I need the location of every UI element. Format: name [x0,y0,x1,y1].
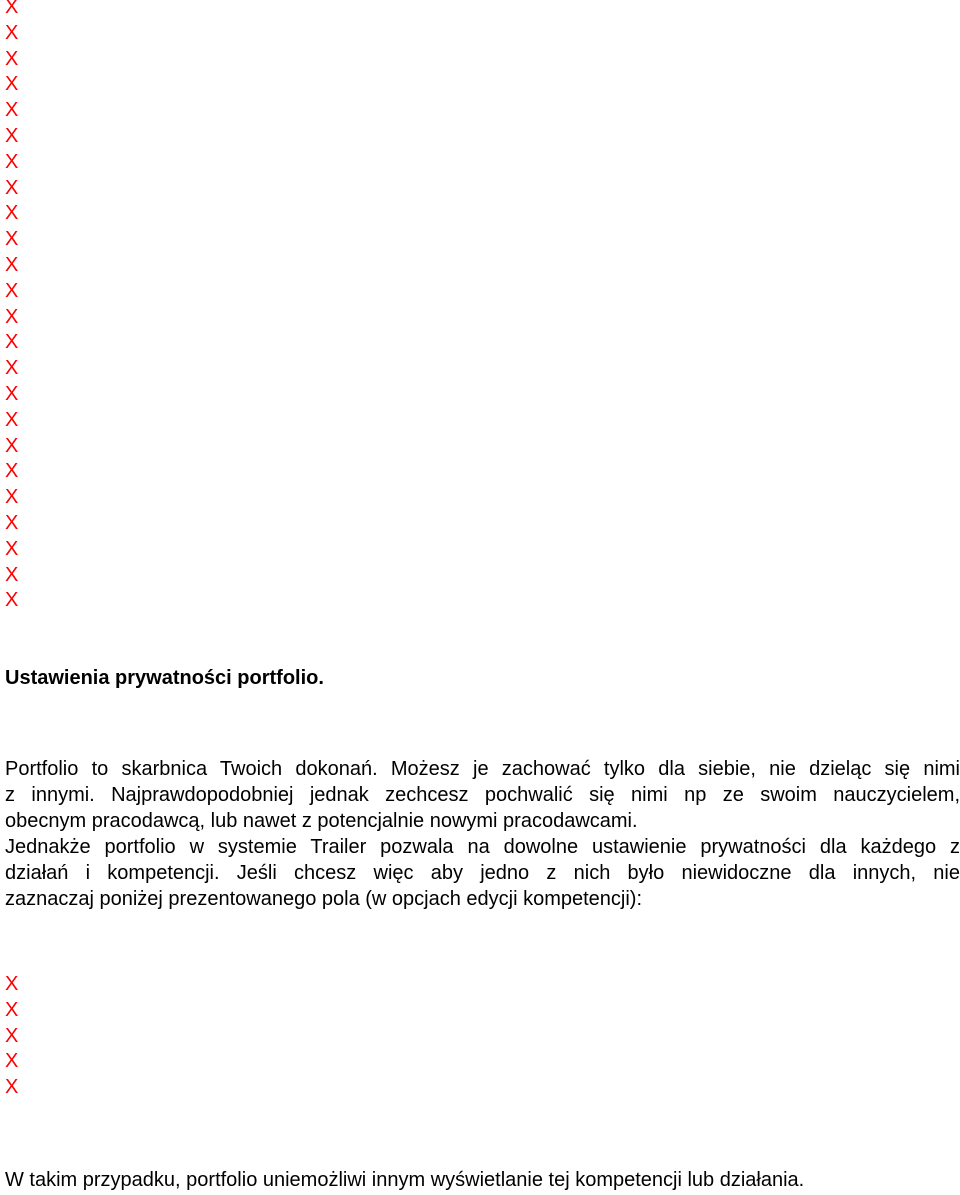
broken-image-marker: X [5,1076,19,1099]
broken-image-marker: X [5,124,19,147]
section-heading: Ustawienia prywatności portfolio. [5,667,324,689]
paragraph-line: Jednakże portfolio w systemie Trailer pozwala na dowolne ustawienie prywatności dla każdego z [5,836,960,858]
broken-image-marker: X [5,1024,19,1047]
broken-image-marker: X [5,21,19,44]
broken-image-marker: X [5,382,19,405]
broken-image-marker: X [5,228,19,251]
broken-image-marker: X [5,537,19,560]
broken-image-marker: X [5,357,19,380]
broken-image-marker: X [5,589,19,612]
broken-image-marker: X [5,202,19,225]
privacy-paragraph [5,756,960,912]
closing-sentence: W takim przypadku, portfolio uniemożliwi innym wyświetlanie tej kompetencji lub działania. [5,1169,805,1191]
broken-image-marker: X [5,511,19,534]
broken-image-marker: X [5,150,19,173]
broken-image-marker: X [5,331,19,354]
broken-image-marker: X [5,305,19,328]
paragraph-line: zaznaczaj poniżej prezentowanego pola (w opcjach edycji kompetencji): [5,888,643,910]
broken-image-marker: X [5,998,19,1021]
paragraph-line: działań i kompetencji. Jeśli chcesz więc aby jedno z nich było niewidoczne dla innych, nie [5,862,960,884]
broken-image-marker: X [5,434,19,457]
broken-image-marker: X [5,460,19,483]
paragraph-line: obecnym pracodawcą, lub nawet z potencjalnie nowymi pracodawcami. [5,810,638,832]
broken-image-marker: X [5,0,19,18]
broken-image-marker: X [5,176,19,199]
broken-image-marker: X [5,408,19,431]
broken-image-marker: X [5,1050,19,1073]
paragraph-line: Portfolio to skarbnica Twoich dokonań. Możesz je zachować tylko dla siebie, nie dzieląc się nimi [5,758,960,780]
broken-image-markers-top [5,0,18,614]
broken-image-marker: X [5,47,19,70]
broken-image-marker: X [5,973,19,995]
broken-image-marker: X [5,486,19,509]
broken-image-markers-bottom [5,972,18,1101]
paragraph-line: z innymi. Najprawdopodobniej jednak zechcesz pochwalić się nimi np ze swoim nauczycielem, [5,784,960,806]
broken-image-marker: X [5,563,19,586]
broken-image-marker: X [5,99,19,122]
broken-image-marker: X [5,253,19,276]
broken-image-marker: X [5,279,19,302]
broken-image-marker: X [5,73,19,96]
